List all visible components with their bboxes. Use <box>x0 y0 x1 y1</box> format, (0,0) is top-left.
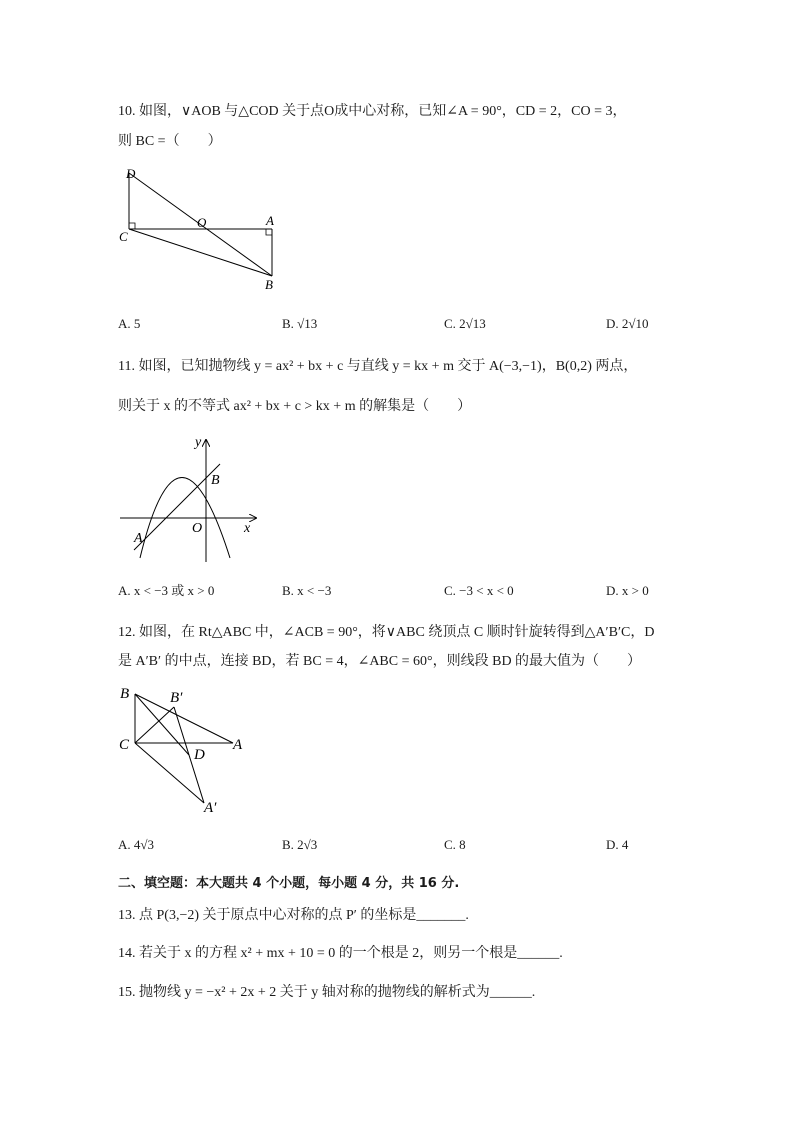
q12-option-a[interactable]: A. 4√3 <box>118 837 155 852</box>
q11-line1: 11. 如图，已知抛物线 y = ax² + bx + c 与直线 y = kx + m 交于 A(−3,−1)，B(0,2) 两点， <box>118 359 638 374</box>
q13-text: 13. 点 P(3,−2) 关于原点中心对称的点 P′ 的坐标是_______. <box>118 908 469 923</box>
q10-label-a: A <box>266 213 274 228</box>
q11-option-d[interactable]: D. x > 0 <box>606 583 649 598</box>
q12-label-c: C <box>119 737 130 753</box>
q10-line2: 则 BC =（ ） <box>118 134 222 149</box>
q10-option-d[interactable]: D. 2√10 <box>606 316 649 331</box>
q11-figure <box>118 432 268 567</box>
q12-label-b: B <box>120 686 130 702</box>
q10-option-c[interactable]: C. 2√13 <box>444 316 486 331</box>
q12-label-a-prime: A′ <box>204 800 217 816</box>
q11-label-y: y <box>195 435 202 450</box>
q15-text: 15. 抛物线 y = −x² + 2x + 2 关于 y 轴对称的抛物线的解析式为______. <box>118 985 536 1000</box>
q11-option-b[interactable]: B. x < −3 <box>282 583 332 598</box>
q12-option-b[interactable]: B. 2√3 <box>282 837 318 852</box>
q10-label-d: D <box>126 166 136 181</box>
q12-label-a: A <box>233 737 243 753</box>
q12-figure <box>118 682 258 822</box>
q12-option-c[interactable]: C. 8 <box>444 837 466 852</box>
q11-label-a: A <box>134 531 143 546</box>
q10-line1: 10. 如图，∨AOB 与△COD 关于点O成中心对称，已知∠A = 90°，CD = 2，CO = 3， <box>118 104 627 119</box>
q10-label-c: C <box>119 229 128 244</box>
q10-label-o: O <box>197 215 207 230</box>
q11-line2: 则关于 x 的不等式 ax² + bx + c > kx + m 的解集是（ ） <box>118 399 472 414</box>
q10-figure <box>115 165 285 295</box>
q12-line1: 12. 如图，在 Rt△ABC 中，∠ACB = 90°，将∨ABC 绕顶点 C 顺时针旋转得到△A′B′C，D <box>118 625 655 640</box>
q10-option-a[interactable]: A. 5 <box>118 316 141 331</box>
q12-option-d[interactable]: D. 4 <box>606 837 629 852</box>
q10-option-b[interactable]: B. √13 <box>282 316 318 331</box>
section-heading: 二、填空题：本大题共 4 个小题，每小题 4 分，共 16 分. <box>118 876 460 891</box>
q11-option-a[interactable]: A. x < −3 或 x > 0 <box>118 583 215 598</box>
q12-line2: 是 A′B′ 的中点，连接 BD，若 BC = 4，∠ABC = 60°，则线段 BD 的最大值为（ ） <box>118 654 642 669</box>
q14-text: 14. 若关于 x 的方程 x² + mx + 10 = 0 的一个根是 2，则另一个根是______. <box>118 946 563 961</box>
q12-label-b-prime: B′ <box>170 690 183 706</box>
q11-label-x: x <box>244 521 251 536</box>
q11-option-c[interactable]: C. −3 < x < 0 <box>444 583 514 598</box>
q11-label-b: B <box>211 473 220 488</box>
q12-label-d: D <box>194 747 205 763</box>
q11-label-o: O <box>192 521 203 536</box>
q10-label-b: B <box>265 277 273 292</box>
